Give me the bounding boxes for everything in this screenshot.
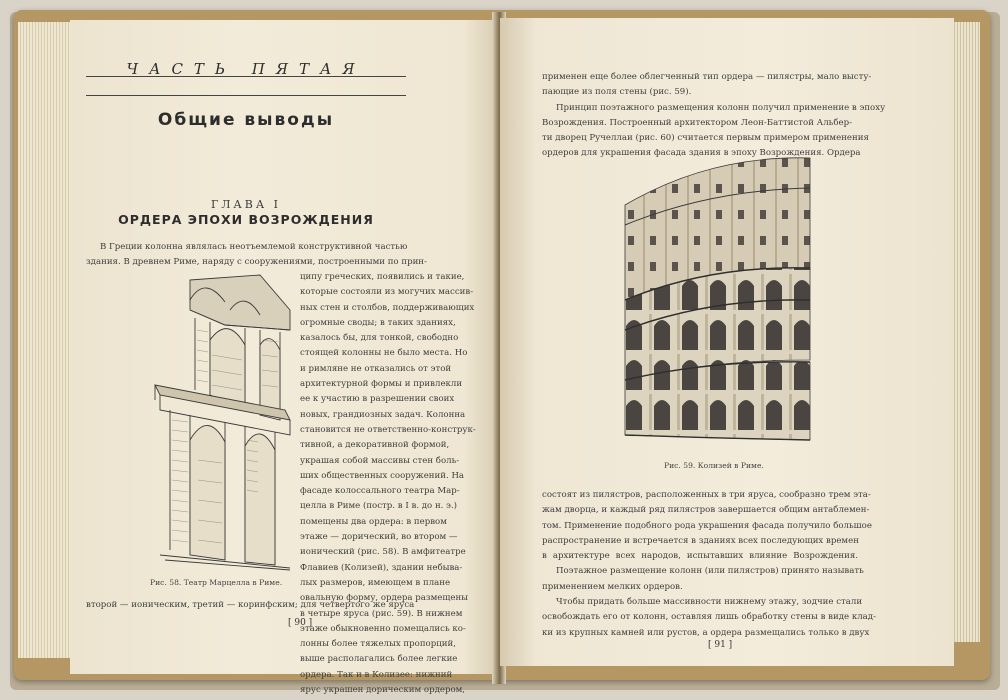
text-line: В Греции колонна являлась неотъемлемой конструктивной частью: [100, 242, 408, 252]
text-line: лонны более тяжелых пропорций,: [300, 639, 456, 650]
text-line: ярус украшен дорическим ордером,: [300, 685, 466, 696]
text-line: и римляне не отказались от этой: [300, 363, 452, 374]
text-line: здания. В древнем Риме, наряду с сооружениями, построенными по прин-: [86, 257, 427, 268]
text-line: жам дворца, и каждый ряд пилястров завершается общим антаблемен-: [542, 505, 870, 516]
text-line: овальную форму, ордера размещены: [300, 593, 469, 604]
text-line: новых, грандиозных задач. Колонна: [300, 409, 466, 420]
text-line: архитектурной формы и привлекли: [300, 379, 463, 390]
text-line: применением мелких ордеров.: [542, 581, 683, 592]
text-line: лых размеров, имеющем в плане: [300, 577, 451, 588]
text-line: ных стен и столбов, поддерживающих: [300, 302, 475, 313]
text-line: пающие из поля стены (рис. 59).: [542, 87, 692, 98]
text-line: Флавиев (Колизей), здании небыва-: [300, 562, 463, 573]
text-line: этаже — дорический, во втором —: [300, 532, 458, 543]
left-intro-text: [86, 240, 427, 271]
text-line: Возрождения. Построенный архитектором Леон-Баттистой Альбер-: [542, 117, 852, 128]
text-line: ее к участию в разрешении своих: [300, 394, 455, 405]
part-rule-bottom: [86, 95, 406, 96]
text-line: ордеров для украшения фасада здания в эпоху Возрождения. Ордера: [542, 148, 861, 159]
text-line: которые состояли из могучих массив-: [300, 287, 474, 298]
text-line: том. Применение подобного рода украшения фасада получило большое: [542, 520, 872, 531]
left-last-line: [86, 598, 415, 613]
text-line: украшая собой массивы стен боль-: [300, 455, 460, 466]
text-line: состоят из пилястров, расположенных в три яруса, сообразно трем эта-: [542, 490, 871, 500]
text-line: выше располагались более легкие: [300, 654, 458, 665]
text-line: ших общественных сооружений. На: [300, 470, 465, 481]
text-line: становится не ответственно-конструк-: [300, 424, 476, 435]
text-line: второй — ионическим, третий — коринфским; для четвертого же яруса: [86, 600, 415, 610]
text-line: помещены два ордера: в первом: [300, 516, 447, 527]
text-line: ки из крупных камней или рустов, а ордера размещались только в двух: [542, 627, 870, 638]
text-line: в архитектуре всех народов, испытавших влияние Возрождения.: [542, 551, 858, 562]
text-line: огромные своды; в таких зданиях,: [300, 317, 456, 328]
page-edges-right: [952, 22, 980, 642]
text-line: фасаде колоссального театра Мар-: [300, 486, 460, 497]
text-line: стоящей колонны не было места. Но: [300, 348, 468, 359]
text-line: ордера. Так и в Колизее: нижний: [300, 669, 453, 680]
text-line: в четыре яруса (рис. 59). В нижнем: [300, 608, 463, 619]
part-title: ЧАСТЬ ПЯТАЯ: [126, 60, 366, 78]
theatre-of-marcellus-figure: [150, 270, 300, 570]
figure-59-caption: Рис. 59. Колизей в Риме.: [664, 461, 764, 470]
text-line: ципу греческих, появились и такие,: [300, 272, 465, 282]
text-line: Чтобы придать больше массивности нижнему этажу, зодчие стали: [556, 597, 863, 608]
chapter-title: ОРДЕРА ЭПОХИ ВОЗРОЖДЕНИЯ: [118, 212, 374, 227]
page-edges-left: [18, 22, 74, 658]
text-line: Поэтажное размещение колонн (или пилястров) принято называть: [556, 566, 864, 577]
right-bottom-text: [542, 488, 876, 641]
text-line: применен еще более облегченный тип ордера — пилястры, мало высту-: [542, 72, 872, 82]
left-column-text: [300, 270, 476, 698]
figure-58-caption: Рис. 58. Театр Марцелла в Риме.: [150, 578, 283, 587]
text-line: освобождать его от колонн, оставляя лишь обработку стены в виде клад-: [542, 612, 876, 623]
text-line: распространение и встречается в зданиях всех последующих времен: [542, 535, 859, 546]
text-line: целла в Риме (постр. в I в. до н. э.): [300, 501, 458, 512]
text-line: этаже обыкновенно помещались ко-: [300, 623, 466, 634]
text-line: казалось бы, для тонкой, свободно: [300, 333, 459, 344]
text-line: Принцип поэтажного размещения колонн получил применение в эпоху: [556, 102, 886, 113]
chapter-label: ГЛАВА I: [210, 198, 282, 211]
text-line: ионический (рис. 58). В амфитеатре: [300, 547, 466, 558]
page-number-left: [ 90 ]: [288, 618, 313, 628]
text-line: тивной, а декоративной формой,: [300, 440, 450, 451]
page-number-right: [ 91 ]: [708, 640, 733, 650]
right-top-text: [542, 70, 886, 162]
colosseum-figure: [620, 150, 815, 448]
text-line: ти дворец Ручеллаи (рис. 60) считается первым примером применения: [542, 133, 869, 144]
section-title: Общие выводы: [157, 110, 335, 130]
